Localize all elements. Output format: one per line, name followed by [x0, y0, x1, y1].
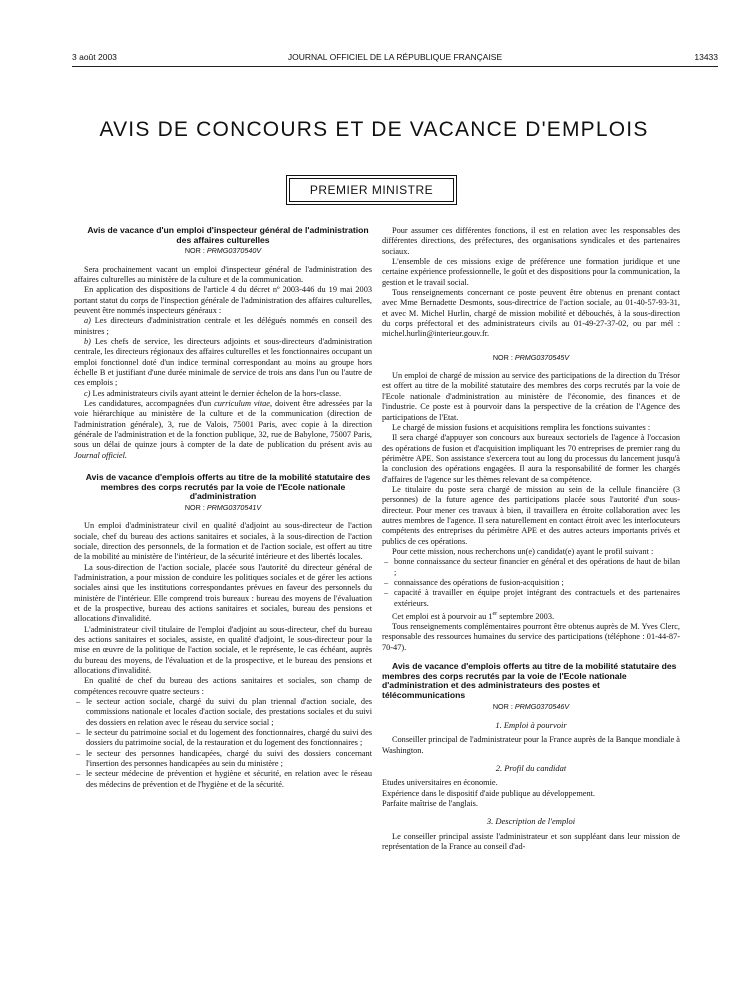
notice-1-title: Avis de vacance d'un emploi d'inspecteur général de l'administration des affaires culturelles [87, 225, 369, 245]
right-column [382, 226, 680, 852]
paragraph [382, 609, 680, 622]
paragraph-text: Les administrateurs civils ayant atteint le dernier échelon de la hors-classe. [92, 388, 342, 398]
notice-3-nor [382, 353, 680, 363]
list-item: – le secteur des personnes handicapées, chargé du suivi des dossiers concernant l'insertion des personnes handicapées au sein du ministère ; [86, 749, 372, 770]
paragraph: L'administrateur civil titulaire de l'emploi d'adjoint au sous-directeur, chef du bureau des actions sanitaires et sociales, assiste, en qualité d'adjoint, le sous-directeur pour la mise en œuvre de la politique de l'action sociale, et le représente, le cas échéant, auprès du bureau des moyens, de l'évaluation et de la prospective, et le bureau des pensions et allocations d'invalidité. [74, 624, 372, 675]
list-item: – le secteur action sociale, chargé du suivi du plan triennal d'action sociale, des commissions nationale et locales d'action sociale, des prestations sociales et du suivi des dossiers en relation avec le réseau du service social ; [86, 697, 372, 728]
nor-label: NOR : [184, 246, 205, 256]
nor-code: PRMG0370545V [514, 352, 570, 362]
profile-list [382, 557, 680, 609]
paragraph [74, 389, 372, 399]
italic-term: Journal officiel. [74, 450, 127, 460]
paragraph-text: Les chefs de service, les directeurs adjoints et sous-directeurs d'administration centrale, les directeurs régionaux des affaires culturelles et les fonctionnaires occupant un emploi fonctionnel doté d'un indice terminal correspondant au moins au groupe hors échelle B et justifiant d'une durée minimale de service de trois ans dans l'un ou l'autre de ces emplois ; [74, 336, 372, 388]
notice-4-nor [382, 702, 680, 712]
subsection-heading: 3. Description de l'emploi [486, 816, 576, 827]
paragraph-text: septembre 2003. [499, 611, 555, 621]
left-column [74, 226, 372, 790]
subsection-heading: 2. Profil du candidat [495, 762, 567, 773]
paragraph: L'ensemble de ces missions exige de préférence une formation juridique et une certaine expérience professionnelle, le goût et des dispositions pour la communication, la gestion et le travail social. [382, 257, 680, 287]
nor-code: PRMG0370541V [206, 502, 262, 512]
page-header [72, 52, 718, 67]
main-title: AVIS DE CONCOURS ET DE VACANCE D'EMPLOIS [99, 118, 649, 141]
paragraph: Pour cette mission, nous recherchons un(e) candidat(e) ayant le profil suivant : [392, 546, 654, 556]
list-item: – capacité à travailler en équipe projet intégrant des contractuels et des partenaires extérieurs. [394, 588, 680, 609]
nor-code: PRMG0370546V [514, 701, 570, 711]
paragraph-text: Les directeurs d'administration centrale et les délégués nommés en conseil des ministres ; [74, 316, 373, 336]
notice-2-nor [74, 503, 372, 513]
paragraph: Etudes universitaires en économie. [382, 778, 498, 788]
paragraph: Un emploi de chargé de mission au service des participations de la direction du Trésor est offert au titre de la mobilité statutaire des membres des corps recrutés par la voie de l'Ecole nationale d'administration au ministère de l'économie, des finances et de l'industrie. Ce poste est à pourvoir dans la perspective de la création de l'Agence des participations de l'Etat. [382, 371, 680, 422]
nor-label: NOR : [184, 502, 205, 512]
paragraph: La sous-direction de l'action sociale, placée sous l'autorité du directeur général de l'administration, a pour mission de conduire les politiques sociales et de gérer les actions sociales ainsi que les institutions correspondantes prévues en faveur des personnels du ministère de l'intérieur. Elle comprend trois bureaux : bureau des moyens de l'évaluation et de la prospective, bureau des actions sanitaires et sociales, bureau des pensions et allocations d'invalidité. [74, 562, 372, 624]
list-item: – bonne connaissance du secteur financier en général et des opérations de haut de bilan ; [394, 557, 680, 578]
paragraph [74, 337, 372, 389]
paragraph: En qualité de chef du bureau des actions sanitaires et sociales, son champ de compétences recouvre quatre secteurs : [74, 676, 372, 696]
paragraph [74, 316, 372, 337]
paragraph: Pour assumer ces différentes fonctions, il est en relation avec les responsables des différentes directions, des préfectures, des organisations syndicales et des partenaires sociaux. [382, 226, 680, 256]
notice-4-title: Avis de vacance d'emplois offerts au titre de la mobilité statutaire des membres des corps recrutés par la voie de l'Ecole nationale d'administration et des administrateurs des postes et télécommunications [382, 661, 677, 700]
header-journal-name: JOURNAL OFFICIEL DE LA RÉPUBLIQUE FRANÇAISE [287, 52, 503, 62]
nor-label: NOR : [492, 701, 513, 711]
paragraph: Il sera chargé d'appuyer son concours aux bureaux sectoriels de l'agence à l'occasion des opérations de fusion et d'acquisition impliquant les 70 entreprises de premier rang du périmètre APE. Son assistance s'exercera tout au long du processus du lancement jusqu'à la conclusion des opérations engagées. Il aura la responsabilité de former les chargés d'affaires de l'agence sur les thèmes relevant de sa compétence. [382, 433, 680, 484]
paragraph: Tous renseignements concernant ce poste peuvent être obtenus en prenant contact avec Mme Bernadette Desmonts, sous-directrice de l'action sociale, au 01-40-57-93-31, et avec M. Michel Hurlin, chargé de mission mobilité et débouchés, à la sous-direction du corps préfectoral et des administrateurs civils au 01-49-27-37-02, ou par mél : michel.hurlin@interieur.gouv.fr. [382, 288, 680, 339]
paragraph-text: Les candidatures, accompagnées d'un [84, 399, 212, 408]
paragraph: Tous renseignements complémentaires pourront être obtenus auprès de M. Yves Clerc, responsable des ressources humaines du service des participations (téléphone : 01-44-87-70-47). [382, 622, 680, 652]
header-page-number: 13433 [694, 52, 718, 62]
nor-label: NOR : [492, 352, 513, 362]
paragraph-text: Cet emploi est à pourvoir au 1 [392, 611, 493, 621]
paragraph: Parfaite maîtrise de l'anglais. [382, 798, 478, 808]
list-item: – le secteur médecine de prévention et hygiène et sécurité, en relation avec le réseau des médecins de prévention et de l'hygiène et de la sécurité. [86, 769, 372, 790]
italic-term: curriculum vitae, [214, 399, 273, 408]
list-letter: b) [84, 336, 91, 346]
paragraph: Le conseiller principal assiste l'administrateur et son suppléant dans leur mission de représentation de la France au conseil d'ad- [382, 831, 680, 851]
paragraph: Sera prochainement vacant un emploi d'inspecteur général de l'administration des affaires culturelles au ministère de la culture et de la communication. [74, 264, 372, 284]
notice-2-title: Avis de vacance d'emplois offerts au titre de la mobilité statutaire des membres des corps recrutés par la voie de l'Ecole nationale d'administration [85, 472, 371, 502]
paragraph: En application des dispositions de l'article 4 du décret nº 2003-446 du 19 mai 2003 portant statut du corps de l'inspection générale de l'administration des affaires culturelles, peuvent être nommés inspecteurs généraux : [74, 285, 372, 315]
sector-list [74, 697, 372, 790]
paragraph: Conseiller principal de l'administrateur pour la France auprès de la Banque mondiale à Washington. [382, 735, 680, 755]
paragraph-text: doivent être adressées par la voie hiérarchique au ministère de la culture et de la communication (direction de l'administration générale), 3, rue de Valois, 75001 Paris, avec copie à la direction générale de l'administration et de la fonction publique, 32, rue de Babylone, 75007 Paris, sous un délai de quinze jours à compter de la date de publication du présent avis au [74, 399, 373, 450]
section-title-box: PREMIER MINISTRE [289, 178, 454, 202]
paragraph: Un emploi d'administrateur civil en qualité d'adjoint au sous-directeur de l'action sociale, chef du bureau des actions sanitaires et sociales, à la sous-direction de l'action sociale, direction des personnels, de la formation et de l'action sociale, est offert au titre de la mobilité au ministère de l'intérieur, de la sécurité intérieure et des libertés locales. [74, 521, 372, 562]
paragraph: Expérience dans le dispositif d'aide publique au développement. [382, 788, 596, 798]
paragraph: Le titulaire du poste sera chargé de mission au sein de la cellule financière (3 personnes) de la future agence des participations placée sous l'autorité d'un sous-directeur. Pour mener ces travaux à bien, il travaillera en étroite collaboration avec les autres membres de l'agence. Il sera naturellement en contact étroit avec les interlocuteurs compétents des entreprises du périmètre APE et des autres acteurs importants privés et publics de ces opérations. [382, 484, 680, 546]
list-letter: c) [84, 388, 91, 398]
list-item: – connaissance des opérations de fusion-acquisition ; [394, 578, 680, 588]
header-date: 3 août 2003 [72, 52, 117, 62]
superscript: er [492, 611, 498, 618]
paragraph: Le chargé de mission fusions et acquisitions remplira les fonctions suivantes : [392, 422, 651, 432]
subsection-heading: 1. Emploi à pourvoir [495, 719, 567, 730]
list-letter: a) [84, 316, 91, 326]
nor-code: PRMG0370540V [206, 246, 262, 256]
paragraph [74, 399, 372, 461]
list-item: – le secteur du patrimoine social et du logement des fonctionnaires, chargé du suivi des dossiers du patrimoine social, de la restauration et du logement des fonctionnaires ; [86, 728, 372, 749]
notice-1-nor [74, 246, 372, 256]
